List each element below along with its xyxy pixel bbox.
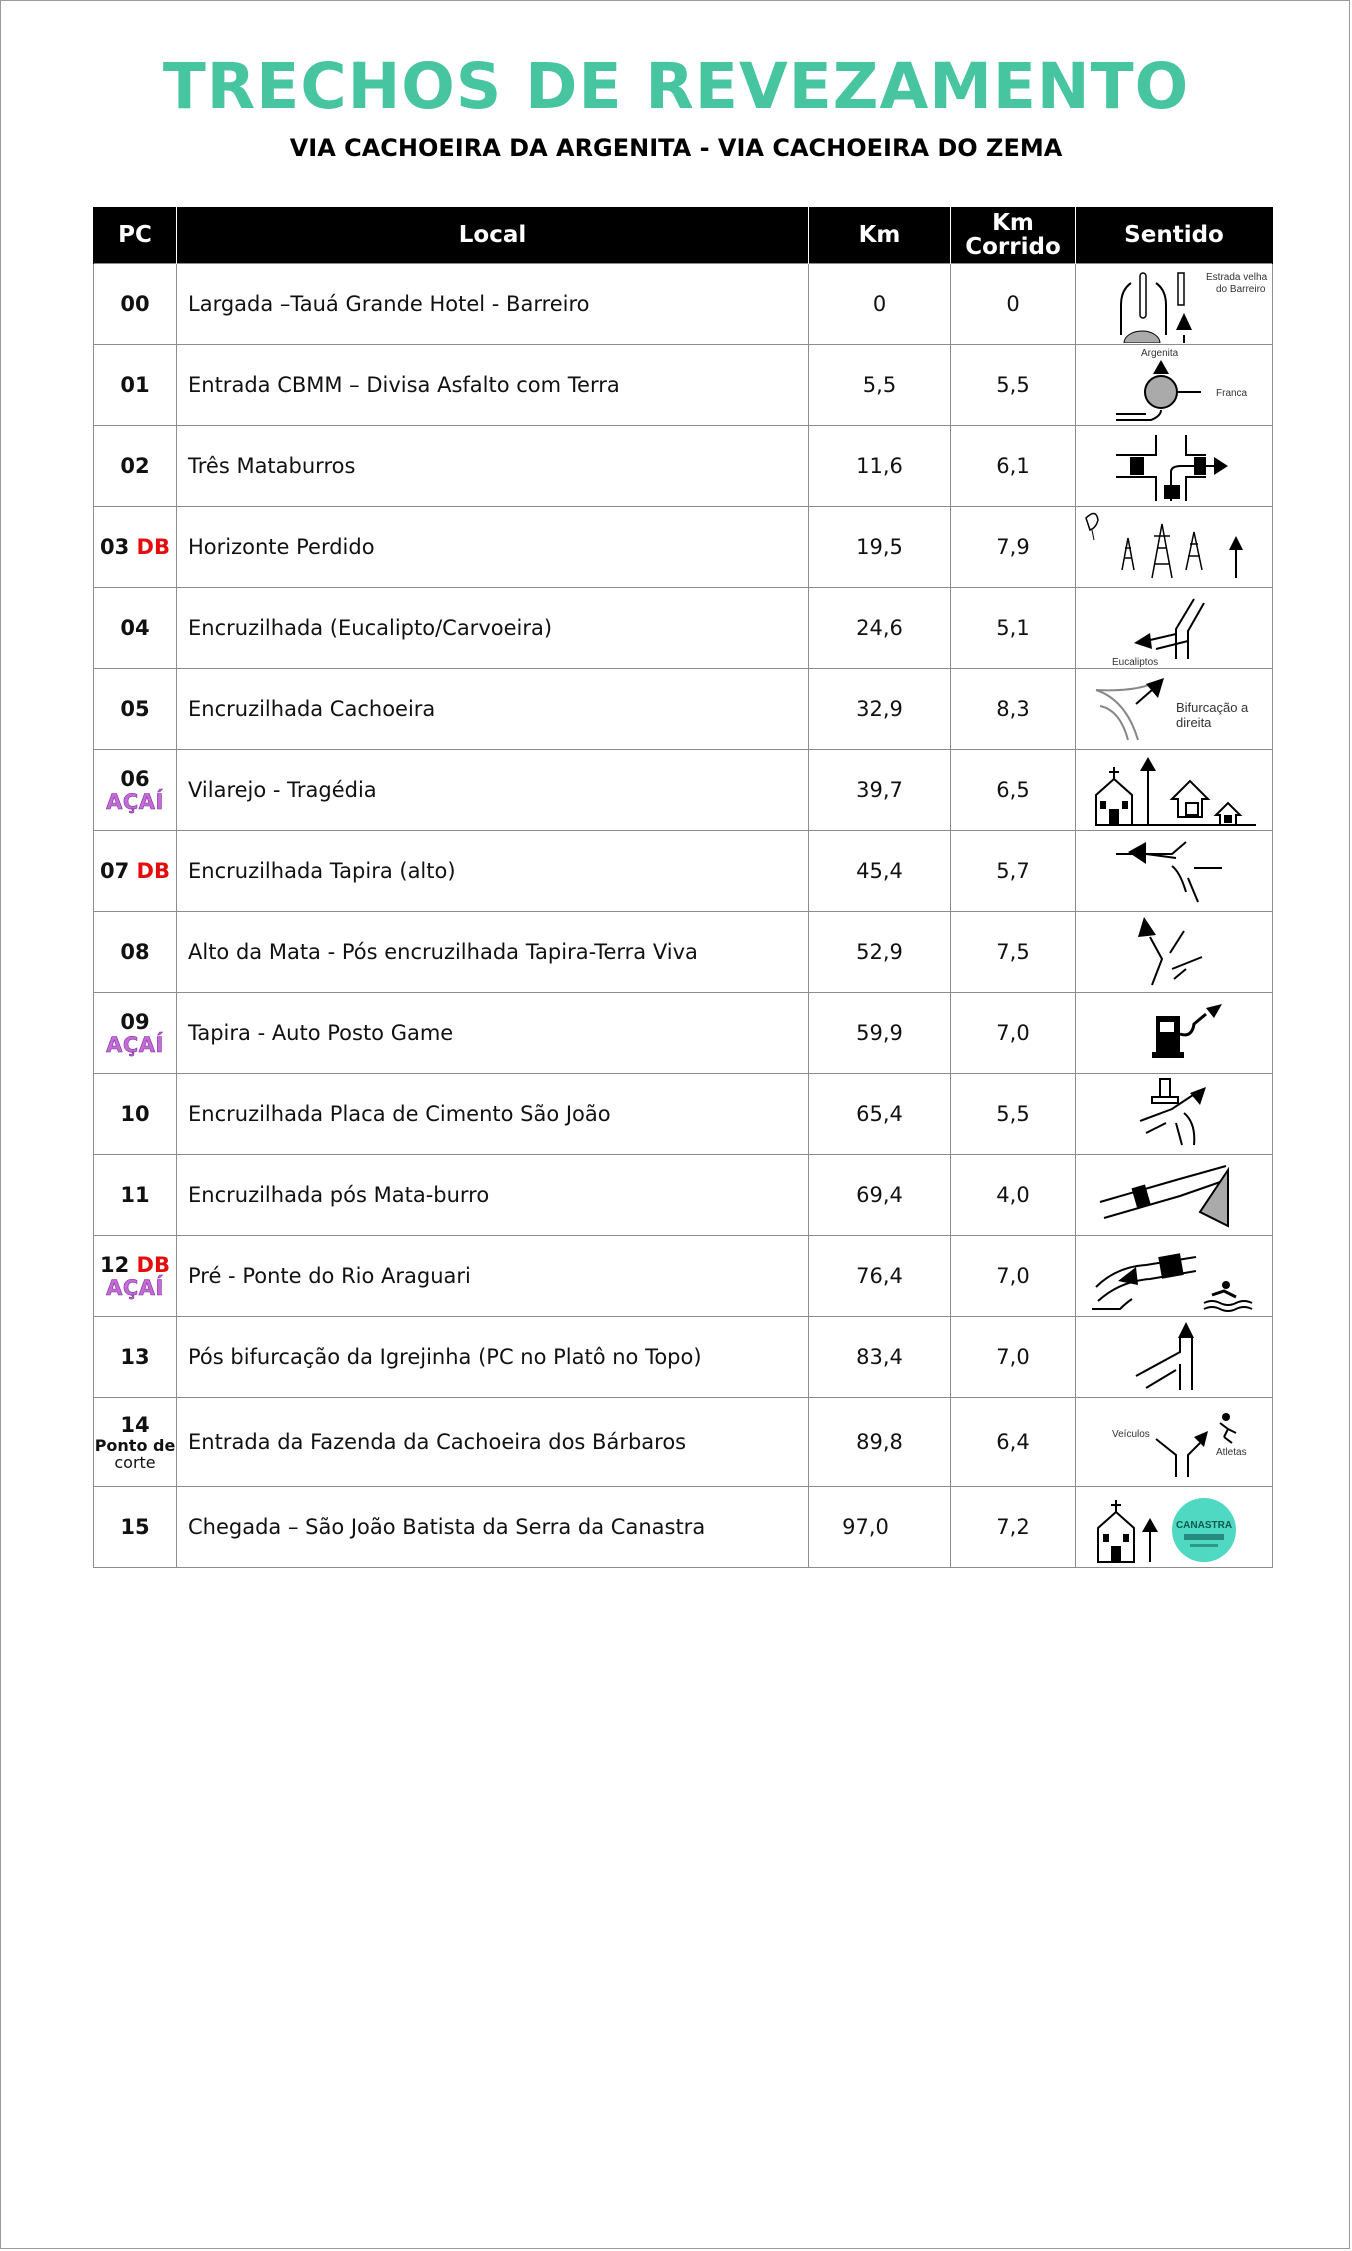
sentido-cell	[1076, 1398, 1273, 1487]
table-row	[94, 426, 1273, 507]
icon-label-eucaliptos: Eucaliptos	[1112, 657, 1159, 667]
sentido-cell	[1076, 426, 1273, 507]
table-row	[94, 1236, 1273, 1317]
db-badge: DB	[136, 1253, 170, 1277]
acai-badge: AÇAÍ	[106, 1276, 164, 1300]
local-cell: Três Mataburros	[177, 426, 809, 507]
pc-number: 15	[120, 1515, 150, 1539]
local-cell: Encruzilhada Placa de Cimento São João	[177, 1074, 809, 1155]
fork-left-eucalipto-icon	[1076, 589, 1272, 667]
old-road-barreiro-icon	[1076, 265, 1272, 343]
pc-cell	[94, 1074, 177, 1155]
icon-label-atletas: Atletas	[1216, 1447, 1247, 1458]
local-cell: Alto da Mata - Pós encruzilhada Tapira-Terra Viva	[177, 912, 809, 993]
pc-number: 10	[120, 1102, 150, 1126]
local-cell: Encruzilhada (Eucalipto/Carvoeira)	[177, 588, 809, 669]
column-header-km-corrido	[951, 207, 1076, 264]
pc-cell	[94, 912, 177, 993]
canastra-logo-text: CANASTRA	[1175, 1520, 1233, 1531]
icon-label-veiculos: Veículos	[1112, 1429, 1150, 1440]
pc-number: 12	[100, 1253, 130, 1277]
local-cell: Pré - Ponte do Rio Araguari	[177, 1236, 809, 1317]
pc-number: 02	[120, 454, 150, 478]
pc-number: 05	[120, 697, 150, 721]
km-corrido-cell: 7,0	[951, 1317, 1076, 1398]
km-corrido-cell: 7,0	[951, 1236, 1076, 1317]
fork-left-high-icon	[1076, 913, 1272, 991]
towers-straight-icon	[1076, 508, 1272, 586]
local-cell: Pós bifurcação da Igrejinha (PC no Platô no Topo)	[177, 1317, 809, 1398]
acai-badge: AÇAÍ	[106, 1033, 164, 1057]
relay-table	[93, 207, 1273, 1568]
concrete-sign-fork-icon	[1076, 1075, 1272, 1153]
page-subtitle: VIA CACHOEIRA DA ARGENITA - VIA CACHOEIRA DO ZEMA	[289, 134, 1063, 162]
km-cell: 76,4	[809, 1236, 951, 1317]
table-row	[94, 588, 1273, 669]
km-cell: 5,5	[809, 345, 951, 426]
pc-cell	[94, 1317, 177, 1398]
pc-number: 09	[120, 1010, 150, 1034]
icon-label-direita: direita	[1176, 715, 1212, 730]
sentido-cell	[1076, 750, 1273, 831]
table-row	[94, 507, 1273, 588]
km-cell: 39,7	[809, 750, 951, 831]
column-header-km: Km	[809, 207, 951, 264]
acai-badge: AÇAÍ	[106, 790, 164, 814]
pc-number: 03	[100, 535, 130, 559]
km-corrido-cell: 8,3	[951, 669, 1076, 750]
pc-number: 01	[120, 373, 150, 397]
pc-cell	[94, 426, 177, 507]
km-cell: 11,6	[809, 426, 951, 507]
village-church-icon	[1076, 751, 1272, 829]
km-cell: 65,4	[809, 1074, 951, 1155]
pc-cell	[94, 507, 177, 588]
table-row	[94, 1317, 1273, 1398]
pc-cell	[94, 831, 177, 912]
km-cell: 24,6	[809, 588, 951, 669]
sentido-cell	[1076, 912, 1273, 993]
bridge-river-swimmer-icon	[1076, 1237, 1272, 1315]
fuel-station-icon	[1076, 994, 1272, 1072]
fork-straight-icon	[1076, 1318, 1272, 1396]
local-cell: Horizonte Perdido	[177, 507, 809, 588]
table-header-row	[94, 207, 1273, 264]
pc-number: 00	[120, 292, 150, 316]
cut-point-note: Ponto de	[94, 1436, 176, 1455]
local-cell: Entrada da Fazenda da Cachoeira dos Bárbaros	[177, 1398, 809, 1487]
local-cell: Entrada CBMM – Divisa Asfalto com Terra	[177, 345, 809, 426]
sentido-cell	[1076, 345, 1273, 426]
pc-cell	[94, 993, 177, 1074]
pc-cell	[94, 750, 177, 831]
table-row	[94, 669, 1273, 750]
sentido-cell	[1076, 993, 1273, 1074]
table-row	[94, 1074, 1273, 1155]
km-cell: 89,8	[809, 1398, 951, 1487]
cattle-guards-crossing-icon	[1076, 427, 1272, 505]
pc-cell	[94, 1155, 177, 1236]
pc-number: 11	[120, 1183, 150, 1207]
icon-label-estrada-velha: Estrada velha	[1206, 272, 1268, 283]
sentido-cell	[1076, 831, 1273, 912]
km-cell: 32,9	[809, 669, 951, 750]
table-row	[94, 345, 1273, 426]
km-cell: 45,4	[809, 831, 951, 912]
km-corrido-cell: 6,1	[951, 426, 1076, 507]
pc-number: 08	[120, 940, 150, 964]
km-cell: 0	[809, 264, 951, 345]
icon-label-bifurcacao: Bifurcação a	[1176, 700, 1249, 715]
pc-number: 06	[120, 767, 150, 791]
table-row	[94, 912, 1273, 993]
sentido-cell	[1076, 1155, 1273, 1236]
column-header-sentido: Sentido	[1076, 207, 1273, 264]
km-cell: 19,5	[809, 507, 951, 588]
sentido-cell	[1076, 588, 1273, 669]
km-corrido-cell: 5,7	[951, 831, 1076, 912]
local-cell: Chegada – São João Batista da Serra da Canastra	[177, 1487, 809, 1568]
db-badge: DB	[136, 535, 170, 559]
sentido-cell	[1076, 1317, 1273, 1398]
sentido-cell	[1076, 264, 1273, 345]
icon-label-franca: Franca	[1216, 388, 1248, 399]
db-badge: DB	[136, 859, 170, 883]
roundabout-argenita-icon	[1076, 346, 1272, 424]
sentido-cell	[1076, 1487, 1273, 1568]
table-row	[94, 1155, 1273, 1236]
table-row	[94, 993, 1273, 1074]
local-cell: Vilarejo - Tragédia	[177, 750, 809, 831]
pc-cell	[94, 345, 177, 426]
km-cell: 52,9	[809, 912, 951, 993]
km-corrido-cell: 4,0	[951, 1155, 1076, 1236]
local-cell: Largada –Tauá Grande Hotel - Barreiro	[177, 264, 809, 345]
pc-cell	[94, 1236, 177, 1317]
column-header-local: Local	[177, 207, 809, 264]
km-corrido-cell: 7,5	[951, 912, 1076, 993]
cut-point-note-2: corte	[114, 1453, 156, 1472]
page-title: TRECHOS DE REVEZAMENTO	[162, 50, 1190, 123]
column-header-pc: PC	[94, 207, 177, 264]
km-corrido-cell: 7,0	[951, 993, 1076, 1074]
pc-cell	[94, 1398, 177, 1487]
pc-number: 07	[100, 859, 130, 883]
km-cell: 69,4	[809, 1155, 951, 1236]
pc-cell	[94, 588, 177, 669]
km-corrido-line2: Corrido	[965, 234, 1061, 260]
table-row	[94, 831, 1273, 912]
km-corrido-cell: 5,1	[951, 588, 1076, 669]
local-cell: Encruzilhada Cachoeira	[177, 669, 809, 750]
pc-number: 14	[120, 1413, 150, 1437]
table-row	[94, 1487, 1273, 1568]
km-cell: 59,9	[809, 993, 951, 1074]
table-row	[94, 1398, 1273, 1487]
km-cell: 83,4	[809, 1317, 951, 1398]
pc-cell	[94, 264, 177, 345]
sentido-cell	[1076, 1236, 1273, 1317]
sentido-cell	[1076, 669, 1273, 750]
icon-label-barreiro: do Barreiro	[1216, 284, 1266, 295]
km-cell: 97,0	[809, 1487, 951, 1568]
vehicles-athletes-fork-icon	[1076, 1403, 1272, 1481]
turn-left-icon	[1076, 832, 1272, 910]
icon-label-argenita: Argenita	[1141, 348, 1179, 359]
km-corrido-cell: 7,2	[951, 1487, 1076, 1568]
km-corrido-cell: 0	[951, 264, 1076, 345]
pc-cell	[94, 669, 177, 750]
table-row	[94, 750, 1273, 831]
km-corrido-cell: 7,9	[951, 507, 1076, 588]
local-cell: Tapira - Auto Posto Game	[177, 993, 809, 1074]
finish-church-canastra-icon	[1076, 1488, 1272, 1566]
pc-number: 13	[120, 1345, 150, 1369]
km-corrido-line1: Km	[992, 210, 1034, 236]
sentido-cell	[1076, 1074, 1273, 1155]
km-corrido-cell: 5,5	[951, 345, 1076, 426]
table-row	[94, 264, 1273, 345]
km-corrido-cell: 6,4	[951, 1398, 1076, 1487]
local-cell: Encruzilhada pós Mata-burro	[177, 1155, 809, 1236]
pc-number: 04	[120, 616, 150, 640]
km-corrido-cell: 5,5	[951, 1074, 1076, 1155]
pc-cell	[94, 1487, 177, 1568]
cattle-guard-triangle-icon	[1076, 1156, 1272, 1234]
sentido-cell	[1076, 507, 1273, 588]
fork-right-icon	[1076, 670, 1272, 748]
km-corrido-cell: 6,5	[951, 750, 1076, 831]
local-cell: Encruzilhada Tapira (alto)	[177, 831, 809, 912]
